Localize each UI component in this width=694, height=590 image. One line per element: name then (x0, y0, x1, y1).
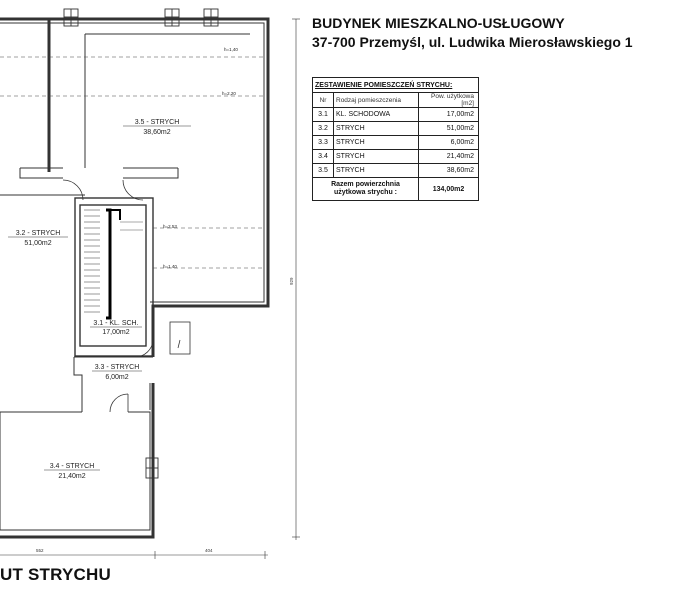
room-type: STRYCH (334, 122, 419, 136)
room-area: 38,60m2 (419, 164, 479, 178)
table-caption: ZESTAWIENIE POMIESZCZEŃ STRYCHU: (313, 78, 479, 93)
table-total-row (313, 178, 479, 201)
column-header: Pow. użytkowa [m2] (419, 93, 479, 108)
room-area: 17,00m2 (102, 329, 130, 336)
room-area: 17,00m2 (419, 108, 479, 122)
inner-walls (0, 23, 264, 530)
room-name: 3.5 - STRYCH (134, 119, 180, 126)
table-row (313, 164, 479, 178)
dimension-label: 929 (289, 277, 294, 285)
table-row (313, 122, 479, 136)
building-header (312, 14, 633, 52)
column-header: Nr (313, 93, 334, 108)
total-label-line2: użytkowa strychu : (333, 189, 397, 196)
building-address: 37-700 Przemyśl, ul. Ludwika Mierosławskiego 1 (312, 34, 633, 50)
room-type: STRYCH (334, 136, 419, 150)
room-number: 3.1 (313, 108, 334, 122)
table-row (313, 136, 479, 150)
room-3-5-label (123, 119, 191, 136)
outer-walls (0, 19, 268, 537)
dimension-label: 404 (205, 548, 213, 553)
room-area: 21,40m2 (58, 473, 86, 480)
stair-steps (84, 210, 143, 312)
room-number: 3.3 (313, 136, 334, 150)
room-number: 3.2 (313, 122, 334, 136)
table-row (313, 150, 479, 164)
room-3-3-label (92, 364, 142, 381)
room-type: STRYCH (334, 164, 419, 178)
room-area: 21,40m2 (419, 150, 479, 164)
room-3-1-label (90, 320, 142, 336)
dimension-label: 552 (36, 548, 44, 553)
room-name: 3.4 - STRYCH (49, 463, 95, 470)
room-name: 3.1 - KL. SCH. (93, 320, 139, 327)
rooms-table (312, 77, 479, 201)
table-header-row (313, 93, 479, 108)
room-type: KL. SCHODOWA (334, 108, 419, 122)
room-area: 38,60m2 (143, 129, 171, 136)
room-type: STRYCH (334, 150, 419, 164)
room-name: 3.3 - STRYCH (94, 364, 140, 371)
level-marker: h=2,20 (222, 91, 236, 96)
floor-plan (0, 0, 300, 560)
total-label-line1: Razem powierzchnia (331, 181, 400, 188)
stair-rail (106, 210, 110, 318)
room-area: 6,00m2 (419, 136, 479, 150)
level-marker: h=2,53 (163, 224, 177, 229)
room-area: 51,00m2 (419, 122, 479, 136)
room-area: 51,00m2 (24, 240, 52, 247)
level-marker: h=1,40 (163, 264, 177, 269)
total-value: 134,00m2 (419, 178, 479, 201)
roof-windows (64, 9, 218, 478)
table-row (313, 108, 479, 122)
room-number: 3.5 (313, 164, 334, 178)
room-3-2-label (8, 230, 68, 247)
total-label (313, 178, 419, 201)
building-name: BUDYNEK MIESZKALNO-USŁUGOWY (312, 15, 565, 31)
room-area: 6,00m2 (105, 374, 129, 381)
drawing-title: UT STRYCHU (0, 565, 111, 584)
level-marker: h=1,40 (224, 47, 238, 52)
column-header: Rodzaj pomieszczenia (334, 93, 419, 108)
room-3-4-label (44, 463, 100, 480)
room-number: 3.4 (313, 150, 334, 164)
room-name: 3.2 - STRYCH (15, 230, 61, 237)
